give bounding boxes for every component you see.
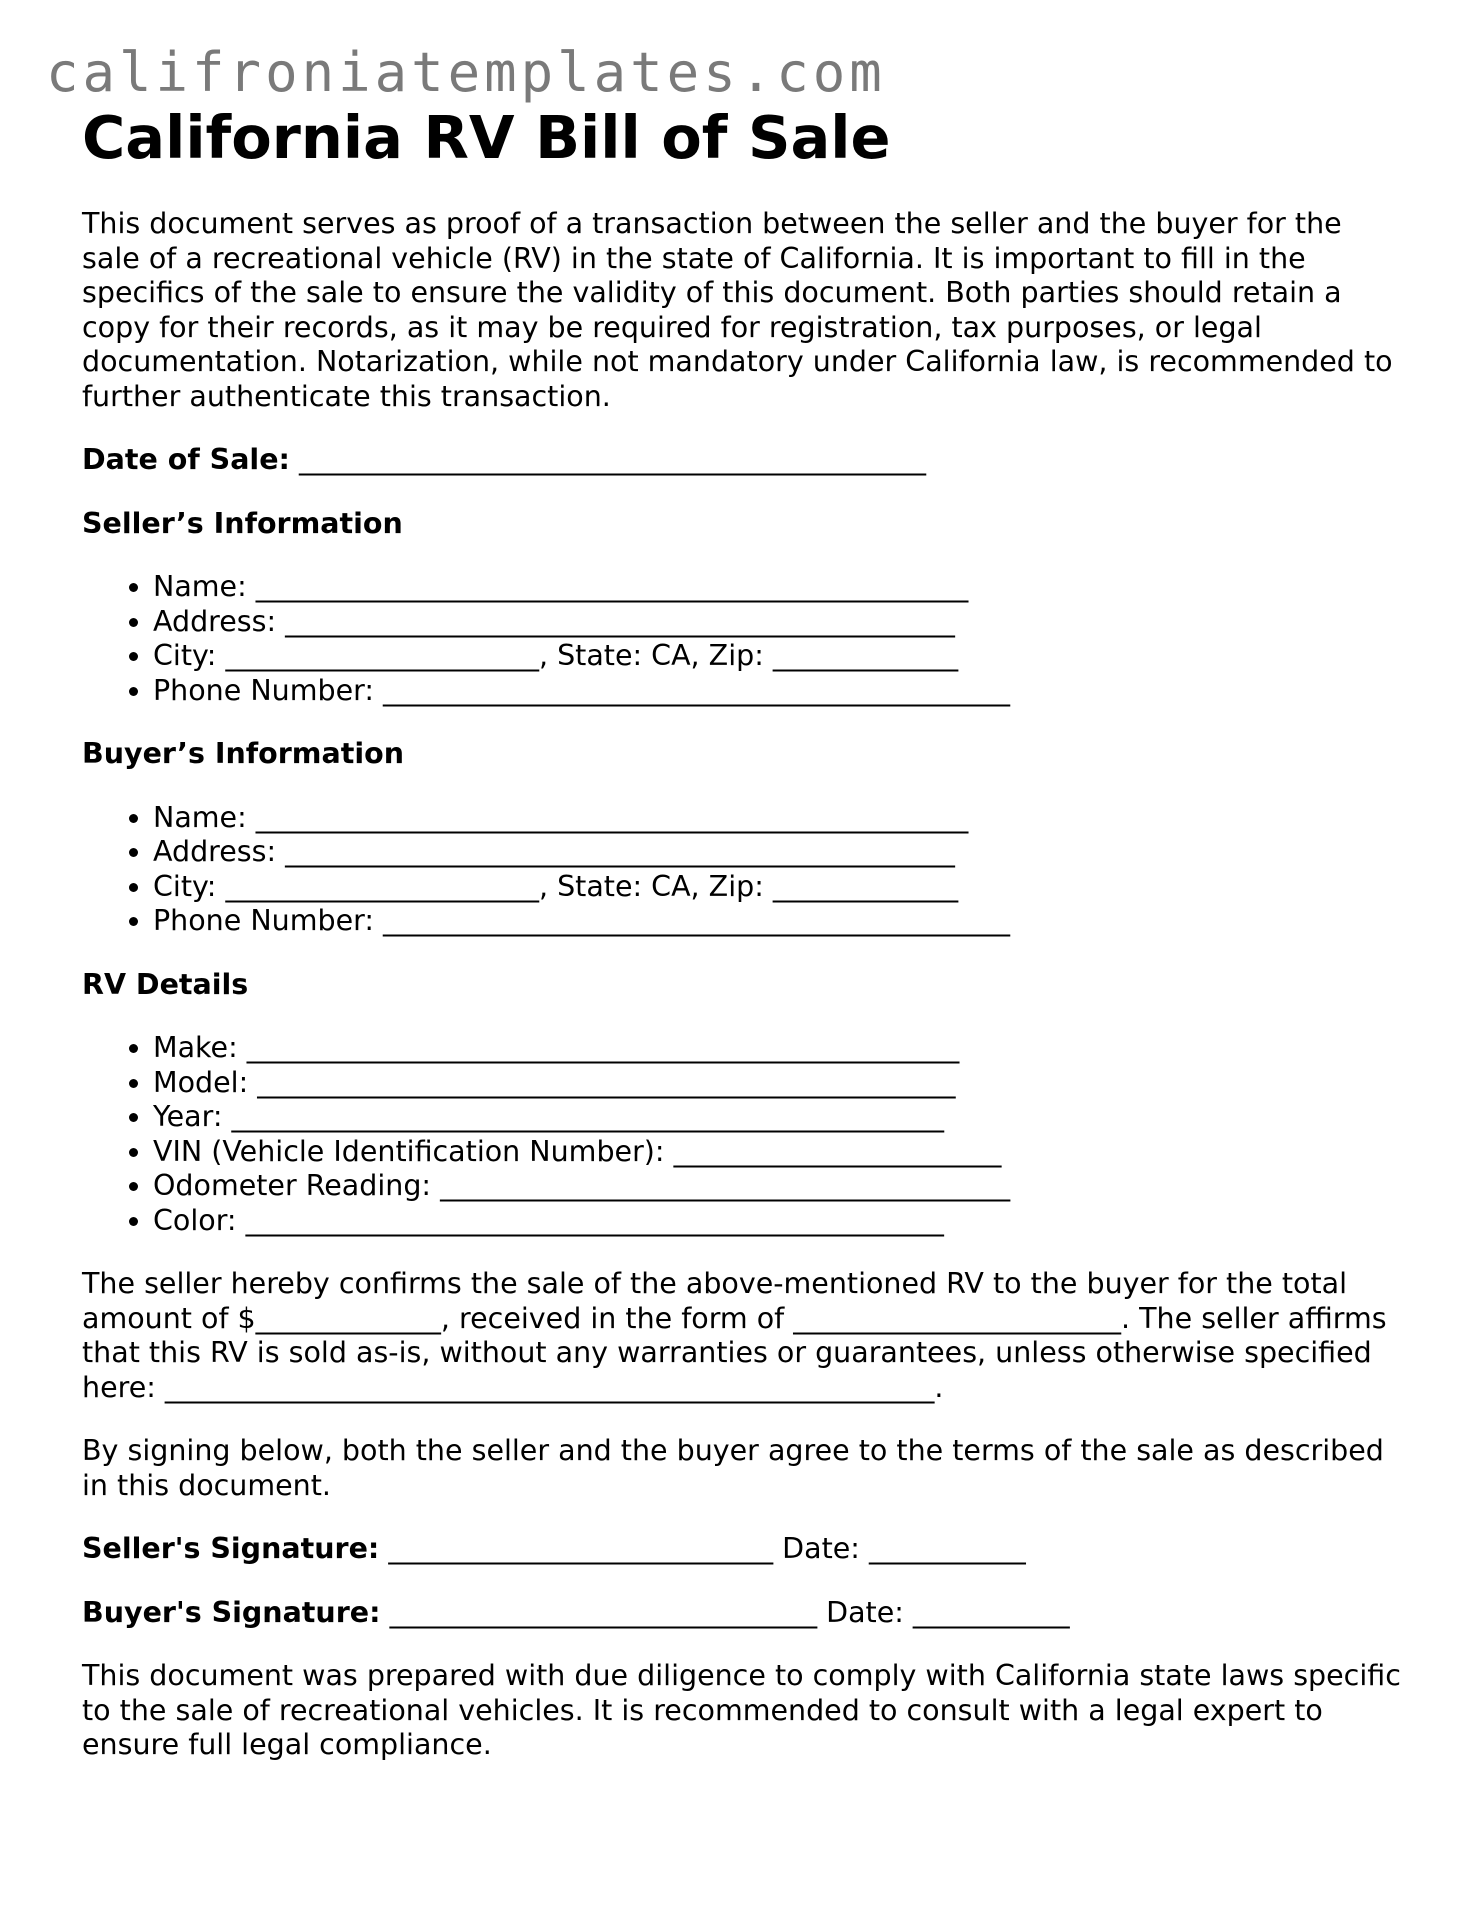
date-of-sale-field — [82, 443, 1402, 478]
buyer-signature-label: Buyer's Signature: — [82, 1595, 381, 1629]
rv-details-heading: RV Details — [82, 967, 249, 1001]
seller-city-field[interactable]: • City: ______________________, State: CA, Zip: _____________ — [153, 639, 1402, 674]
document-page — [82, 103, 1402, 1792]
agreement-paragraph: By signing below, both the seller and the buyer agree to the terms of the sale as described in this document. — [82, 1434, 1384, 1502]
buyer-info-heading: Buyer’s Information — [82, 737, 405, 770]
rv-make-field[interactable]: • Make: __________________________________________________ — [153, 1031, 1402, 1066]
closing-paragraph: This document was prepared with due diligence to comply with California state laws specific to the sale of recreational vehicles. It is recommended to consult with a legal expert to ensure full legal compliance. — [82, 1659, 1401, 1761]
seller-phone-field[interactable]: • Phone Number: ____________________________________________ — [153, 674, 1402, 709]
buyer-city-field[interactable]: • City: ______________________, State: CA, Zip: _____________ — [153, 870, 1402, 905]
buyer-name-field[interactable]: • Name: __________________________________________________ — [153, 801, 1402, 836]
intro-paragraph: This document serves as proof of a transaction between the seller and the buyer for the sale of a recreational vehicle (RV) in the state of California. It is important to fill in the specifics of the sale to ensure the validity of this document. Both parties should retain a copy for their records, as it may be required for registration, tax purposes, or legal documentation. Notarization, while not mandatory under California law, is recommended to further authenticate this transaction. — [82, 207, 1393, 413]
seller-signature-field — [82, 1532, 1402, 1567]
sale-terms-paragraph: The seller hereby confirms the sale of the above-mentioned RV to the buyer for the total amount of $_____________, received in the form of _______________________. The seller affirms that this RV is sold as-is, without any warranties or guarantees, unless otherwise specified here: ______________________________________________________. — [82, 1267, 1387, 1404]
seller-info-heading: Seller’s Information — [82, 506, 403, 540]
buyer-signature-blank[interactable]: ______________________________ Date: ___________ — [389, 1595, 1070, 1629]
buyer-info-list — [82, 801, 1402, 939]
rv-odometer-field[interactable]: • Odometer Reading: ________________________________________ — [153, 1169, 1402, 1204]
seller-name-field[interactable]: • Name: __________________________________________________ — [153, 570, 1402, 605]
rv-details-list — [82, 1031, 1402, 1238]
buyer-address-field[interactable]: • Address: _______________________________________________ — [153, 835, 1402, 870]
seller-address-field[interactable]: • Address: _______________________________________________ — [153, 605, 1402, 640]
document-title: California RV Bill of Sale — [82, 103, 891, 172]
seller-signature-label: Seller's Signature: — [82, 1532, 380, 1565]
seller-info-list — [82, 570, 1402, 708]
rv-model-field[interactable]: • Model: _________________________________________________ — [153, 1066, 1402, 1101]
watermark-text: califroniatemplates.com — [46, 41, 886, 104]
rv-vin-field[interactable]: • VIN (Vehicle Identification Number): _______________________ — [153, 1135, 1402, 1170]
date-of-sale-label: Date of Sale: — [82, 443, 290, 476]
buyer-signature-field — [82, 1596, 1402, 1631]
rv-color-field[interactable]: • Color: _________________________________________________ — [153, 1204, 1402, 1239]
rv-year-field[interactable]: • Year: __________________________________________________ — [153, 1100, 1402, 1135]
date-of-sale-blank[interactable]: ____________________________________________ — [298, 443, 926, 476]
seller-signature-blank[interactable]: ___________________________ Date: ___________ — [388, 1532, 1026, 1565]
buyer-phone-field[interactable]: • Phone Number: ____________________________________________ — [153, 904, 1402, 939]
